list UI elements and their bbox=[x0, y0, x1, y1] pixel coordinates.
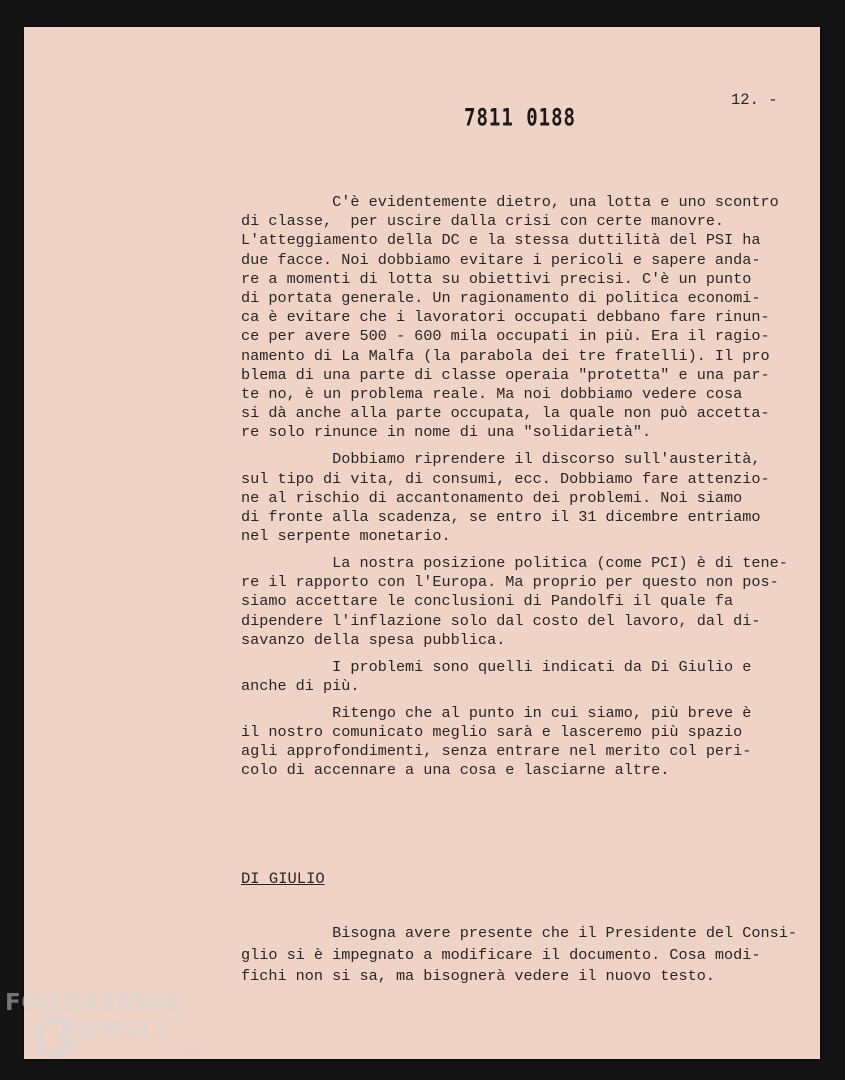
text-line: il nostro comunicato meglio sarà e lasceremo più spazio bbox=[241, 723, 743, 742]
paragraph bbox=[241, 704, 813, 781]
text-line: due facce. Noi dobbiamo evitare i pericoli e sapere anda- bbox=[241, 250, 761, 269]
text-line: re il rapporto con l'Europa. Ma proprio per questo non pos- bbox=[241, 573, 779, 592]
text-line: si dà anche alla parte occupata, la quale non può accetta- bbox=[241, 404, 770, 423]
paragraph bbox=[241, 450, 813, 546]
fondazione-gramsci-logo bbox=[5, 990, 198, 1058]
logo-line-1: FONDAZIONE bbox=[5, 990, 182, 1016]
archive-stamp-number: 7811 0188 bbox=[464, 104, 576, 132]
text-line: C'è evidentemente dietro, una lotta e uno scontro bbox=[241, 193, 779, 211]
text-line: savanzo della spesa pubblica. bbox=[241, 630, 506, 649]
text-line: L'atteggiamento della DC e la stessa duttilità del PSI ha bbox=[241, 231, 761, 250]
gramsci-g-icon bbox=[33, 1016, 77, 1060]
text-line: anche di più. bbox=[241, 676, 360, 695]
text-line: Ritengo che al punto in cui siamo, più breve è bbox=[241, 703, 752, 722]
text-line: siamo accettare le conclusioni di Pandolfi il quale fa bbox=[241, 592, 734, 611]
paragraph bbox=[241, 658, 813, 696]
document-body bbox=[241, 193, 813, 788]
logo-line-3: onlus bbox=[173, 1048, 198, 1058]
text-line: di portata generale. Un ragionamento di politica economi- bbox=[241, 289, 761, 308]
text-line: ca è evitare che i lavoratori occupati debbano fare rinun- bbox=[241, 308, 770, 327]
paragraph bbox=[241, 193, 813, 443]
final-paragraph bbox=[241, 923, 813, 988]
text-line: re a momenti di lotta su obiettivi precisi. C'è un punto bbox=[241, 269, 752, 288]
logo-line-2: RAMSCI bbox=[60, 1018, 167, 1044]
text-line: ce per avere 500 - 600 mila occupati in più. Era il ragio- bbox=[241, 327, 770, 346]
document-page bbox=[24, 27, 820, 1059]
text-line: di classe, per uscire dalla crisi con certe manovre. bbox=[241, 212, 725, 231]
text-line: blema di una parte di classe operaia "protetta" e una par- bbox=[241, 365, 770, 384]
text-line: dipendere l'inflazione solo dal costo del lavoro, dal di- bbox=[241, 611, 761, 630]
paragraph bbox=[241, 554, 813, 650]
page-number: 12. - bbox=[731, 91, 778, 109]
text-line: ne al rischio di accantonamento dei problemi. Noi siamo bbox=[241, 488, 743, 507]
text-line: colo di accennare a una cosa e lasciarne altre. bbox=[241, 761, 670, 780]
text-line: namento di La Malfa (la parabola dei tre fratelli). Il pro bbox=[241, 346, 770, 365]
text-line: te no, è un problema reale. Ma noi dobbiamo vedere cosa bbox=[241, 385, 743, 404]
text-line: agli approfondimenti, senza entrare nel merito col peri- bbox=[241, 742, 752, 761]
speaker-heading: DI GIULIO bbox=[241, 870, 325, 888]
text-line: glio si è impegnato a modificare il documento. Cosa modi- bbox=[241, 945, 761, 964]
text-line: sul tipo di vita, di consumi, ecc. Dobbiamo fare attenzio- bbox=[241, 469, 770, 488]
text-line: Bisogna avere presente che il Presidente del Consi- bbox=[241, 924, 797, 942]
text-line: I problemi sono quelli indicati da Di Giulio e bbox=[241, 657, 752, 676]
text-line: Dobbiamo riprendere il discorso sull'austerità, bbox=[241, 450, 761, 469]
text-line: fichi non si sa, ma bisognerà vedere il nuovo testo. bbox=[241, 967, 715, 985]
text-line: di fronte alla scadenza, se entro il 31 dicembre entriamo bbox=[241, 507, 761, 526]
text-line: La nostra posizione politica (come PCI) è di tene- bbox=[241, 554, 788, 573]
text-line: re solo rinunce in nome di una "solidarietà". bbox=[241, 423, 652, 442]
text-line: nel serpente monetario. bbox=[241, 527, 451, 546]
